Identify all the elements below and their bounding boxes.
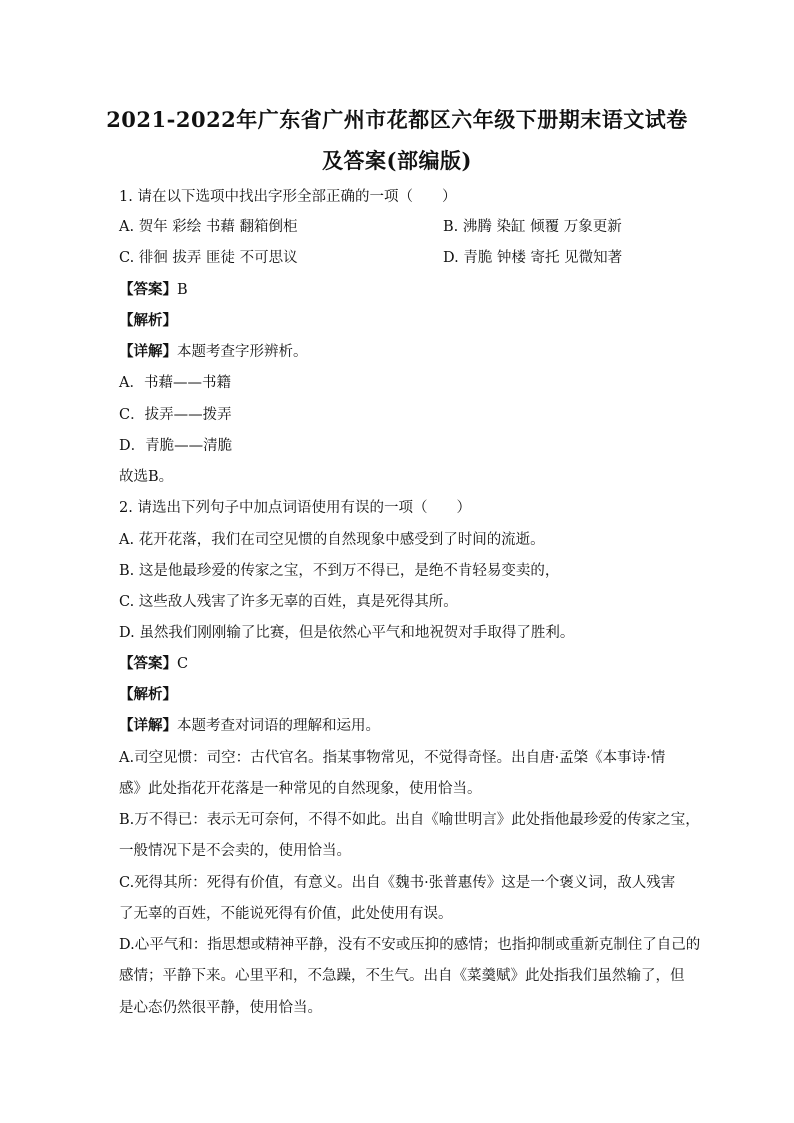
question-2-answer-line	[119, 654, 188, 674]
explanation-d-line-3: 是心态仍然很平静，使用恰当。	[119, 1000, 322, 1016]
explanation-c-line-1: C.死得其所：死得有价值，有意义。出自《魏书·张普惠传》这是一个褒义词，敌人残害	[119, 875, 676, 891]
question-1-option-d: D. 青脆 钟楼 寄托 见微知著	[443, 250, 623, 266]
question-1-answer-line	[119, 280, 188, 300]
explanation-b-line-2: 一般情况下是不会卖的，使用恰当。	[119, 843, 351, 859]
explanation-a-line-1: A.司空见惯：司空：古代官名。指某事物常见，不觉得奇怪。出自唐·孟棨《本事诗·情	[119, 750, 666, 766]
question-2-option-b: B. 这是他最珍爱的传家之宝，不到万不得已，是绝不肯轻易变卖的，	[119, 563, 560, 579]
question-1-stem: 1. 请在以下选项中找出字形全部正确的一项（ ）	[119, 189, 457, 205]
answer-value: B	[177, 282, 188, 298]
question-2-option-c: C. 这些敌人残害了许多无辜的百姓，真是死得其所。	[119, 594, 458, 610]
question-1-correction-a: A．书藉——书籍	[119, 375, 231, 391]
question-2-stem: 2. 请选出下列句子中加点词语使用有误的一项（ ）	[119, 500, 471, 516]
detail-tag: 【详解】	[119, 717, 177, 734]
explanation-d-line-1: D.心平气和：指思想或精神平静，没有不安或压抑的感情；也指抑制或重新克制住了自己的	[119, 937, 701, 953]
answer-tag: 【答案】	[119, 655, 177, 672]
question-2-option-d: D. 虽然我们刚刚输了比赛，但是依然心平气和地祝贺对手取得了胜利。	[119, 625, 575, 641]
explanation-a-line-2: 感》此处指花开花落是一种常见的自然现象，使用恰当。	[119, 781, 482, 797]
explanation-b-line-1: B.万不得已：表示无可奈何，不得不如此。出自《喻世明言》此处指他最珍爱的传家之宝，	[119, 812, 700, 828]
analysis-tag: 【解析】	[119, 686, 177, 703]
question-1-correction-d: D．青脆——清脆	[119, 438, 233, 454]
explanation-d-line-2: 感情；平静下来。心里平和，不急躁，不生气。出自《菜羹赋》此处指我们虽然输了，但	[119, 968, 685, 984]
question-1-option-a: A. 贺年 彩绘 书藉 翻箱倒柜	[119, 219, 298, 235]
detail-tag: 【详解】	[119, 343, 177, 360]
question-2-detail-line	[119, 716, 380, 736]
question-1-option-c: C. 徘徊 拔弄 匪徒 不可思议	[119, 250, 298, 266]
question-1-conclusion: 故选B。	[119, 469, 174, 485]
answer-value: C	[177, 656, 189, 672]
explanation-c-line-2: 了无辜的百姓，不能说死得有价值，此处使用有误。	[119, 906, 453, 922]
question-1-option-b: B. 沸腾 染缸 倾覆 万象更新	[443, 219, 622, 235]
detail-text: 本题考查对词语的理解和运用。	[177, 718, 380, 734]
answer-tag: 【答案】	[119, 281, 177, 298]
detail-text: 本题考查字形辨析。	[177, 344, 308, 360]
analysis-tag: 【解析】	[119, 312, 177, 329]
page-subtitle: 及答案(部编版)	[322, 148, 472, 173]
question-2-option-a: A. 花开花落，我们在司空见惯的自然现象中感受到了时间的流逝。	[119, 532, 545, 548]
question-1-detail-line	[119, 342, 308, 362]
page-title: 2021-2022年广东省广州市花都区六年级下册期末语文试卷	[106, 107, 688, 132]
question-1-correction-c: C．拔弄——拨弄	[119, 407, 232, 423]
